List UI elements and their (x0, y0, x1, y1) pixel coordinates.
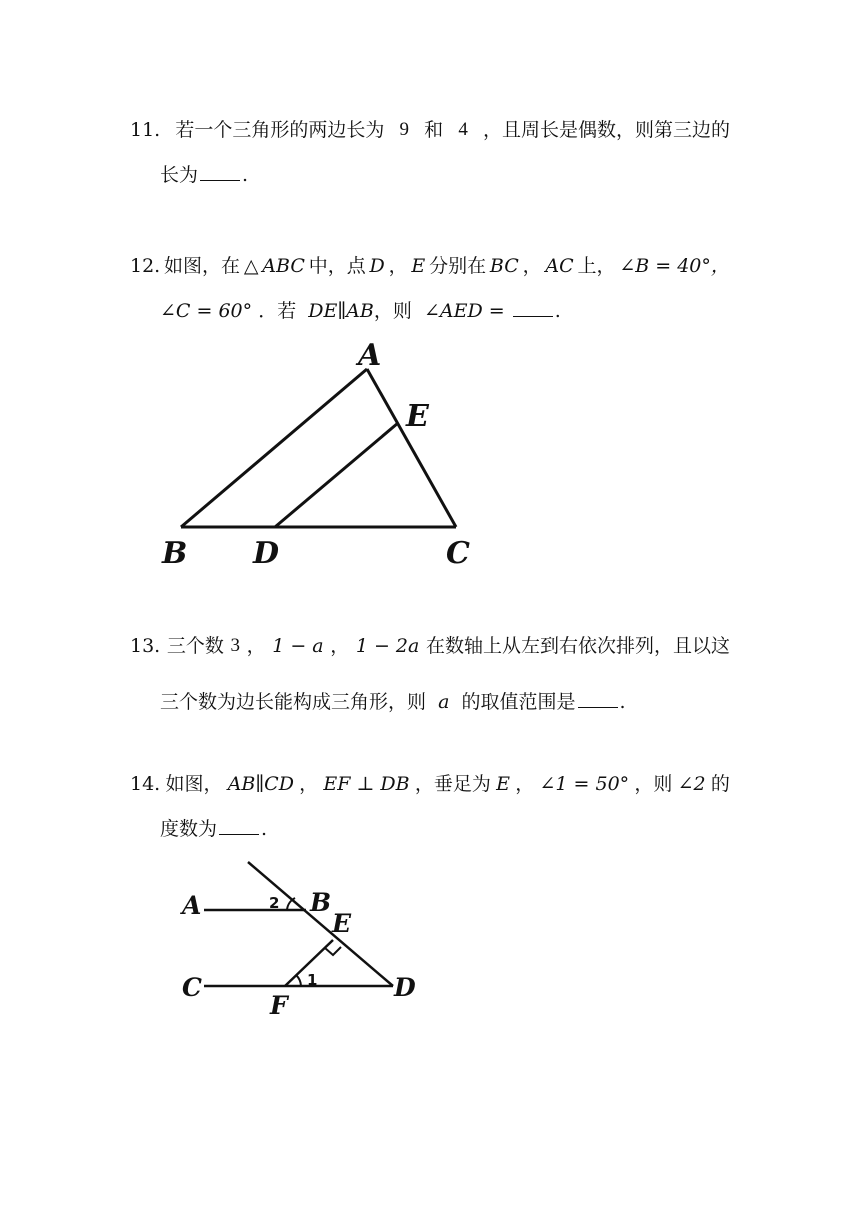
q11-text-c: ，且周长是偶数，则第三边的 (482, 119, 730, 141)
q14-comma-b: ， (515, 773, 535, 795)
q12-abc: ABC (262, 255, 305, 277)
q14-text-c: ，则 (634, 773, 673, 795)
q12-text-b: 中，点 (308, 255, 366, 277)
q12-label-e: E (406, 399, 429, 434)
q14-label-e: E (332, 909, 352, 938)
q13-var-a: a (438, 691, 450, 713)
q14-period: . (261, 818, 268, 840)
q12-ac: AC (545, 255, 574, 277)
q12-comma-b: ， (522, 255, 542, 277)
q11-text-d: 长为 (160, 164, 199, 186)
q13-text-b: 在数轴上从左到右依次排列，且以这 (425, 635, 730, 657)
q12-triangle-symbol: △ (243, 255, 259, 277)
q12-label-d: D (253, 536, 280, 571)
q12-number: 12. (130, 255, 161, 277)
q14-label-b: B (310, 888, 332, 917)
q12-parallel: DE∥AB (308, 300, 374, 322)
q14-text-d: 的 (710, 773, 730, 795)
q11-period: . (242, 164, 249, 186)
q12-label-c: C (446, 536, 470, 571)
q14-text-b: ，垂足为 (414, 773, 491, 795)
q14-perpendicular: EF ⊥ DB (323, 773, 410, 795)
q14-angle-1-arc (296, 975, 301, 986)
q14-transversal-bd (248, 862, 393, 986)
q13-comma-b: ， (330, 635, 350, 657)
q14-right-angle-mark (325, 947, 341, 955)
q12-d: D (369, 255, 385, 277)
q12-angle-b: ∠B = 40°， (619, 255, 730, 277)
q12-label-a: A (358, 338, 382, 373)
q13-period: . (619, 691, 626, 713)
q14-angle-2-arc (287, 898, 295, 910)
q13-comma-a: ， (246, 635, 266, 657)
q14-label-f: F (270, 991, 288, 1020)
q14-angle-2: ∠2 (677, 773, 706, 795)
q11-text-a: 若一个三角形的两边长为 (175, 119, 385, 141)
q12-text-c: 分别在 (429, 255, 487, 277)
q14-point-e: E (496, 773, 510, 795)
q12-e: E (411, 255, 426, 277)
q12-text-a: 如图，在 (164, 255, 241, 277)
q12-angle-aed: ∠AED = (423, 300, 505, 322)
q14-label-2: 2 (269, 894, 280, 912)
q14-parallel: AB∥CD (227, 773, 294, 795)
q14-text-e: 度数为 (160, 818, 218, 840)
q12-text-d: 上， (577, 255, 616, 277)
q13-text-d: 的取值范围是 (461, 691, 576, 713)
q11-value-9: 9 (399, 119, 410, 140)
q14-number: 14. (130, 773, 161, 795)
q12-text-f: ，则 (373, 300, 412, 322)
q12-label-b: B (162, 536, 188, 571)
q14-comma-a: ， (299, 773, 319, 795)
q14-text-a: 如图， (165, 773, 223, 795)
q11-number: 11. (130, 119, 161, 141)
q13-expr-1-2a: 1 − 2a (355, 635, 420, 657)
q14-label-d: D (394, 973, 416, 1002)
q11-value-4: 4 (458, 119, 468, 140)
q13-text-c: 三个数为边长能构成三角形，则 (160, 691, 427, 713)
q13-expr-1-a: 1 − a (272, 635, 324, 657)
q12-bc: BC (489, 255, 519, 277)
q12-period: . (554, 300, 561, 322)
q13-number: 13. (130, 635, 161, 657)
q14-label-c: C (182, 973, 202, 1002)
q13-value-3: 3 (230, 635, 240, 656)
q11-text-b: 和 (424, 119, 444, 141)
q12-text-e: ．若 (258, 300, 297, 322)
q14-label-1: 1 (307, 971, 318, 989)
q12-angle-c: ∠C = 60° (160, 300, 253, 322)
q13-text-a: 三个数 (166, 635, 224, 657)
q12-comma-a: ， (388, 255, 408, 277)
q14-angle-1: ∠1 = 50° (539, 773, 630, 795)
q14-label-a: A (182, 891, 202, 920)
